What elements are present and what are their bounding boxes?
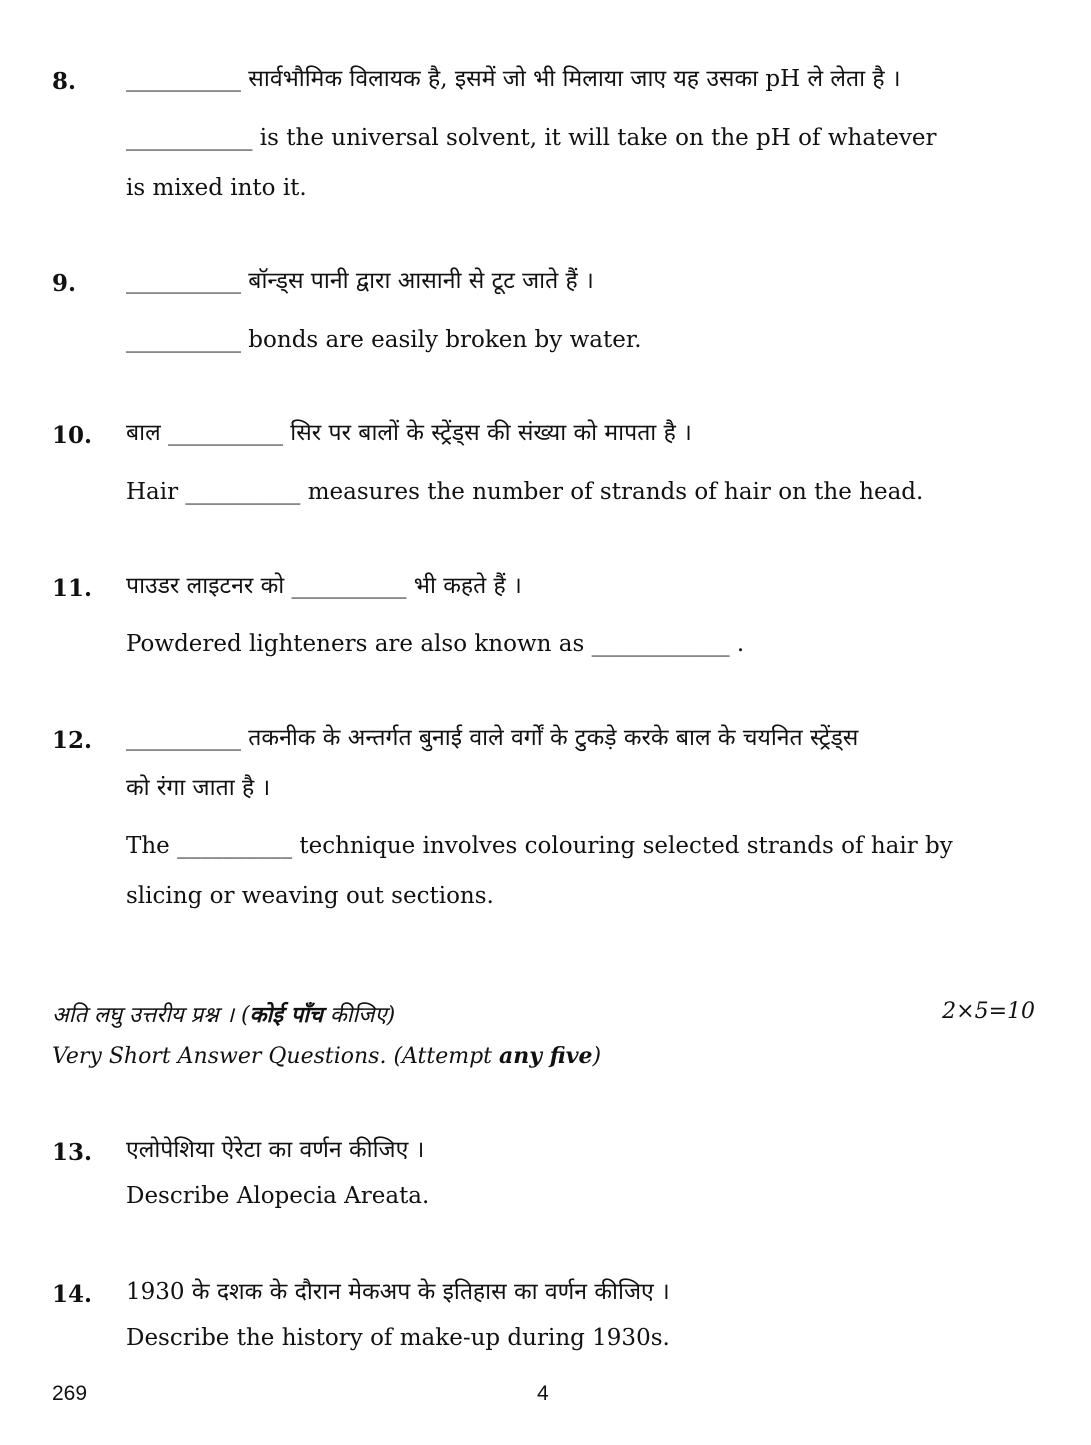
question-11-english: Powdered lighteners are also known as ____________ . xyxy=(126,631,745,657)
page-number: 4 xyxy=(537,1382,549,1405)
question-8-english-line-1: ___________ is the universal solvent, it will take on the pH of whatever xyxy=(126,125,937,151)
question-number-9: 9. xyxy=(52,270,77,297)
question-number-14: 14. xyxy=(52,1281,93,1308)
question-9-english: __________ bonds are easily broken by water. xyxy=(126,327,642,353)
paper-code: 269 xyxy=(52,1382,88,1405)
question-14-hindi: 1930 के दशक के दौरान मेकअप के इतिहास का वर्णन कीजिए । xyxy=(126,1279,670,1305)
section-marks: 2×5=10 xyxy=(942,999,1035,1024)
question-12-hindi-line-1: __________ तकनीक के अन्तर्गत बुनाई वाले वर्गों के टुकड़े करके बाल के चयनित स्ट्रेंड्स xyxy=(126,725,859,751)
question-9-hindi: __________ बॉन्ड्स पानी द्वारा आसानी से टूट जाते हैं । xyxy=(126,268,594,294)
question-number-8: 8. xyxy=(52,68,77,95)
question-number-12: 12. xyxy=(52,727,93,754)
question-number-11: 11. xyxy=(52,575,93,602)
question-8-hindi: __________ सार्वभौमिक विलायक है, इसमें जो भी मिलाया जाए यह उसका pH ले लेता है । xyxy=(126,66,901,92)
section-heading-english: Very Short Answer Questions. (Attempt any five) xyxy=(52,1043,602,1069)
question-10-english: Hair __________ measures the number of strands of hair on the head. xyxy=(126,479,924,505)
question-8-english-line-2: is mixed into it. xyxy=(126,175,307,201)
question-number-13: 13. xyxy=(52,1139,93,1166)
question-11-hindi: पाउडर लाइटनर को __________ भी कहते हैं । xyxy=(126,573,522,599)
question-12-english-line-2: slicing or weaving out sections. xyxy=(126,883,494,909)
question-12-english-line-1: The __________ technique involves colouring selected strands of hair by xyxy=(126,833,953,859)
question-13-english: Describe Alopecia Areata. xyxy=(126,1183,430,1209)
question-14-english: Describe the history of make-up during 1930s. xyxy=(126,1325,670,1351)
question-number-10: 10. xyxy=(52,422,93,449)
question-13-hindi: एलोपेशिया ऐरेटा का वर्णन कीजिए । xyxy=(126,1137,425,1163)
section-heading-hindi: अति लघु उत्तरीय प्रश्न । (कोई पाँच कीजिए) xyxy=(52,1002,396,1028)
question-10-hindi: बाल __________ सिर पर बालों के स्ट्रेंड्स की संख्या को मापता है । xyxy=(126,420,692,446)
question-12-hindi-line-2: को रंगा जाता है । xyxy=(126,775,271,801)
